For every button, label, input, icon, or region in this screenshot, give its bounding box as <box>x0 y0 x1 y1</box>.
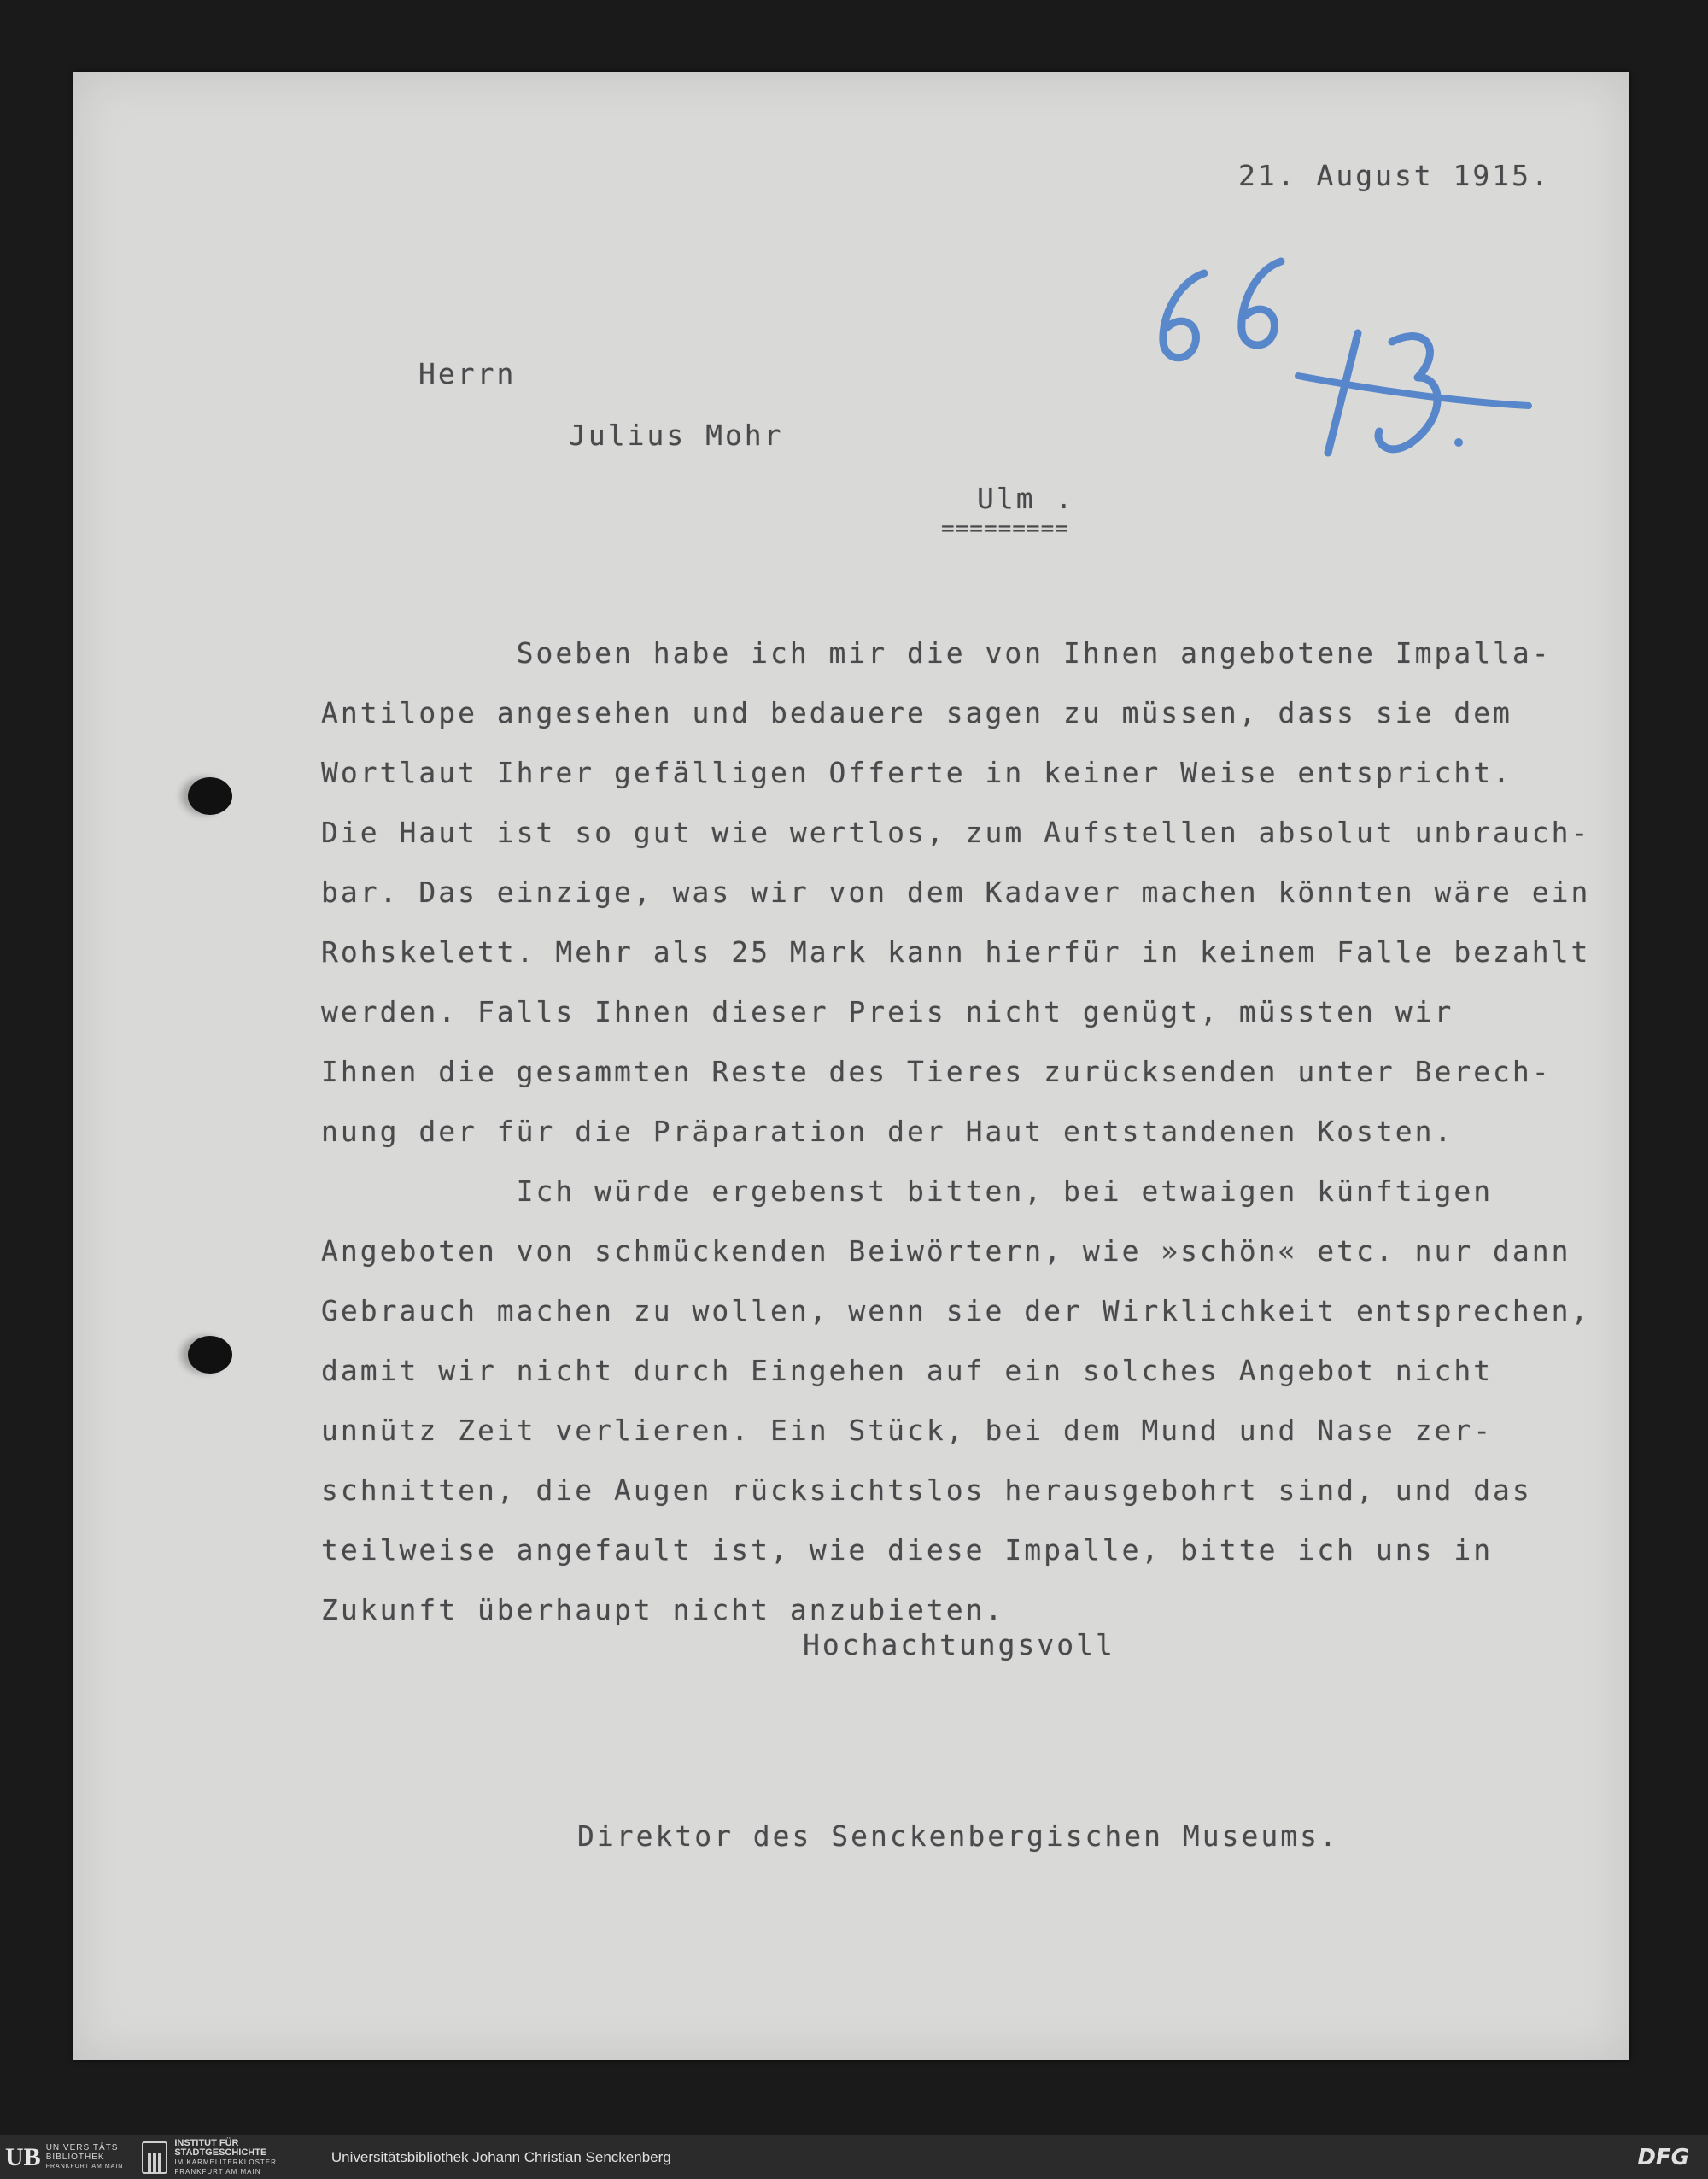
ub-logo-line: FRANKFURT AM MAIN <box>45 2164 124 2170</box>
salutation: Herrn <box>418 357 517 390</box>
city-underline: ========= <box>941 516 1069 542</box>
punch-hole <box>188 1336 232 1374</box>
strike-through-line <box>1298 376 1529 406</box>
punch-hole <box>188 777 232 815</box>
recipient-city: Ulm . <box>977 482 1075 515</box>
handwritten-digit <box>1163 273 1204 358</box>
isg-logo <box>142 2139 277 2176</box>
isg-logo-text <box>174 2139 277 2176</box>
ub-logo-text <box>46 2143 124 2171</box>
ub-logo-line: UNIVERSITÄTS <box>45 2143 119 2153</box>
ub-logo-line: BIBLIOTHEK <box>45 2153 105 2162</box>
isg-logo-line: IM KARMELITERKLOSTER <box>174 2158 277 2166</box>
footer-library-name: Universitätsbibliothek Johann Christian Senckenberg <box>330 2148 671 2165</box>
letter-closing: Hochachtungsvoll <box>803 1628 1115 1661</box>
archive-footer-bar <box>0 2135 1708 2179</box>
handwritten-archive-number <box>1085 222 1563 478</box>
letter-body: Soeben habe ich mir die von Ihnen angebotene Impalla- Antilope angesehen und bedauere sagen zu müssen, dass sie dem Wortlaut Ihrer gefälligen Offerte in keiner Weise entspricht. Die Haut ist so gut wie wertlos, zum Aufstellen absolut unbrauch- bar. Das einzige, was wir von dem Kadaver machen könnten wäre ein Rohskelett. Mehr als 25 Mark kann hierfür in keinem Falle bezahlt werden. Falls Ihnen dieser Preis nicht genügt, müssten wir Ihnen die gesammten Reste des Tieres zurücksenden unter Berech- nung der für die Präparation der Haut entstandenen Kosten. Ich würde ergebenst bitten, bei etwaigen künftigen Angeboten von schmückenden Beiwörtern, wie »schön« etc. nur dann Gebrauch machen zu wollen, wenn sie der Wirklichkeit entsprechen, damit wir nicht durch Eingehen auf ein solches Angebot nicht unnütz Zeit verlieren. Ein Stück, bei dem Mund und Nase zer- schnitten, die Augen rücksichtslos herausgebohrt sind, und das teilweise angefault ist, wie diese Impalle, bitte ich uns in Zukunft überhaupt nicht anzubieten. <box>321 636 1591 1626</box>
handwritten-digit <box>1328 333 1358 453</box>
letter-signature: Direktor des Senckenbergischen Museums. <box>577 1819 1339 1853</box>
isg-logo-line: INSTITUT FÜR <box>174 2137 239 2148</box>
recipient-name: Julius Mohr <box>569 419 784 452</box>
handwritten-digit <box>1242 261 1281 345</box>
ub-logo <box>5 2143 123 2172</box>
isg-logo-line: STADTGESCHICHTE <box>174 2147 267 2158</box>
ub-logo-mark: UB <box>5 2142 41 2171</box>
dfg-logo: DFG <box>1637 2144 1689 2170</box>
isg-logo-line: FRANKFURT AM MAIN <box>174 2167 261 2176</box>
building-icon <box>142 2141 167 2174</box>
letter-date: 21. August 1915. <box>1238 159 1551 192</box>
handwritten-dot <box>1454 438 1463 447</box>
